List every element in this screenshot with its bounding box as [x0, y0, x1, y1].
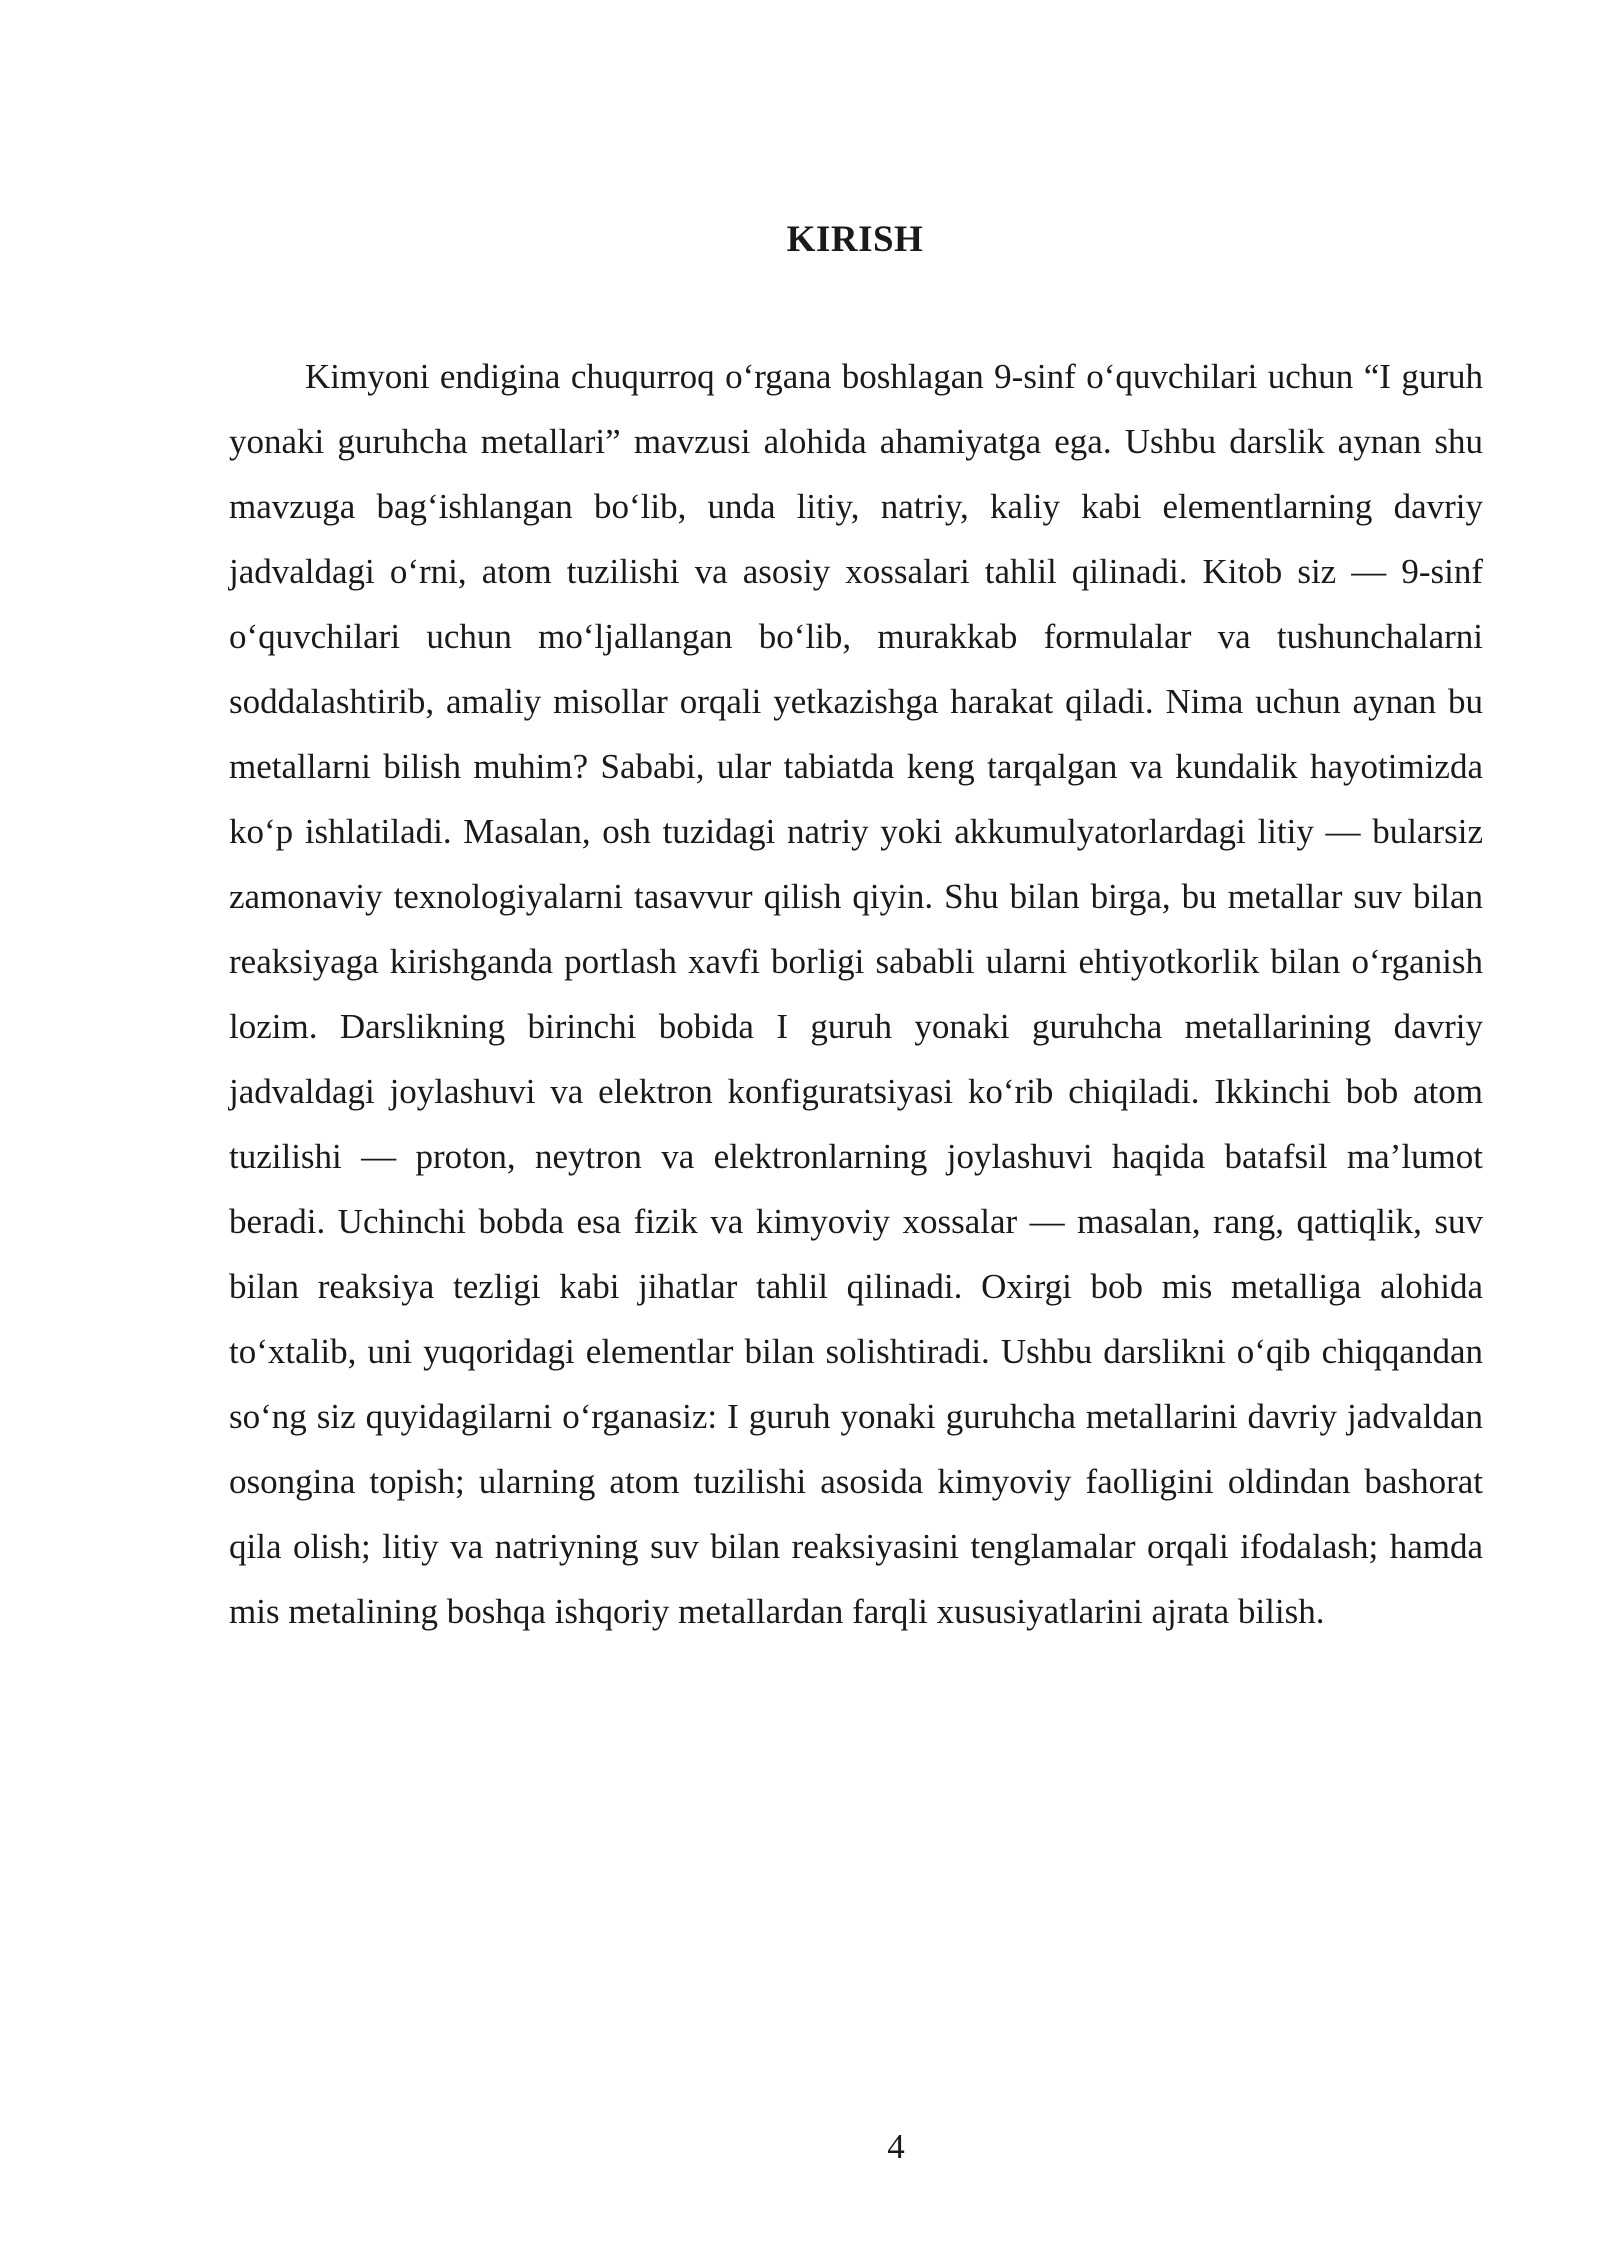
page-number: 4: [887, 2127, 905, 2166]
body-paragraph: Kimyoni endigina chuqurroq o‘rgana boshlagan 9-sinf o‘quvchilari uchun “I guruh yonaki guruhcha metallari” mavzusi alohida ahamiyatga ega. Ushbu darslik aynan shu mavzuga bag‘ishlangan bo‘lib, unda litiy, natriy, kaliy kabi elementlarning davriy jadvaldagi o‘rni, atom tuzilishi va asosiy xossalari tahlil qilinadi. Kitob siz — 9-sinf o‘quvchilari uchun mo‘ljallangan bo‘lib, murakkab formulalar va tushunchalarni soddalashtirib, amaliy misollar orqali yetkazishga harakat qiladi. Nima uchun aynan bu metallarni bilish muhim? Sababi, ular tabiatda keng tarqalgan va kundalik hayotimizda ko‘p ishlatiladi. Masalan, osh tuzidagi natriy yoki akkumulyatorlardagi litiy — bularsiz zamonaviy texnologiyalarni tasavvur qilish qiyin. Shu bilan birga, bu metallar suv bilan reaksiyaga kirishganda portlash xavfi borligi sababli ularni ehtiyotkorlik bilan o‘rganish lozim. Darslikning birinchi bobida I guruh yonaki guruhcha metallarining davriy jadvaldagi joylashuvi va elektron konfiguratsiyasi ko‘rib chiqiladi. Ikkinchi bob atom tuzilishi — proton, neytron va elektronlarning joylashuvi haqida batafsil ma’lumot beradi. Uchinchi bobda esa fizik va kimyoviy xossalar — masalan, rang, qattiqlik, suv bilan reaksiya tezligi kabi jihatlar tahlil qilinadi. Oxirgi bob mis metalliga alohida to‘xtalib, uni yuqoridagi elementlar bilan solishtiradi. Ushbu darslikni o‘qib chiqqandan so‘ng siz quyidagilarni o‘rganasiz: I guruh yonaki guruhcha metallarini davriy jadvaldan osongina topish; ularning atom tuzilishi asosida kimyoviy faolligini oldindan bashorat qila olish; litiy va natriyning suv bilan reaksiyasini tenglamalar orqali ifodalash; hamda mis metalining boshqa ishqoriy metallardan farqli xususiyatlarini ajrata bilish.: [229, 357, 1483, 1631]
section-title: KIRISH: [786, 219, 924, 260]
